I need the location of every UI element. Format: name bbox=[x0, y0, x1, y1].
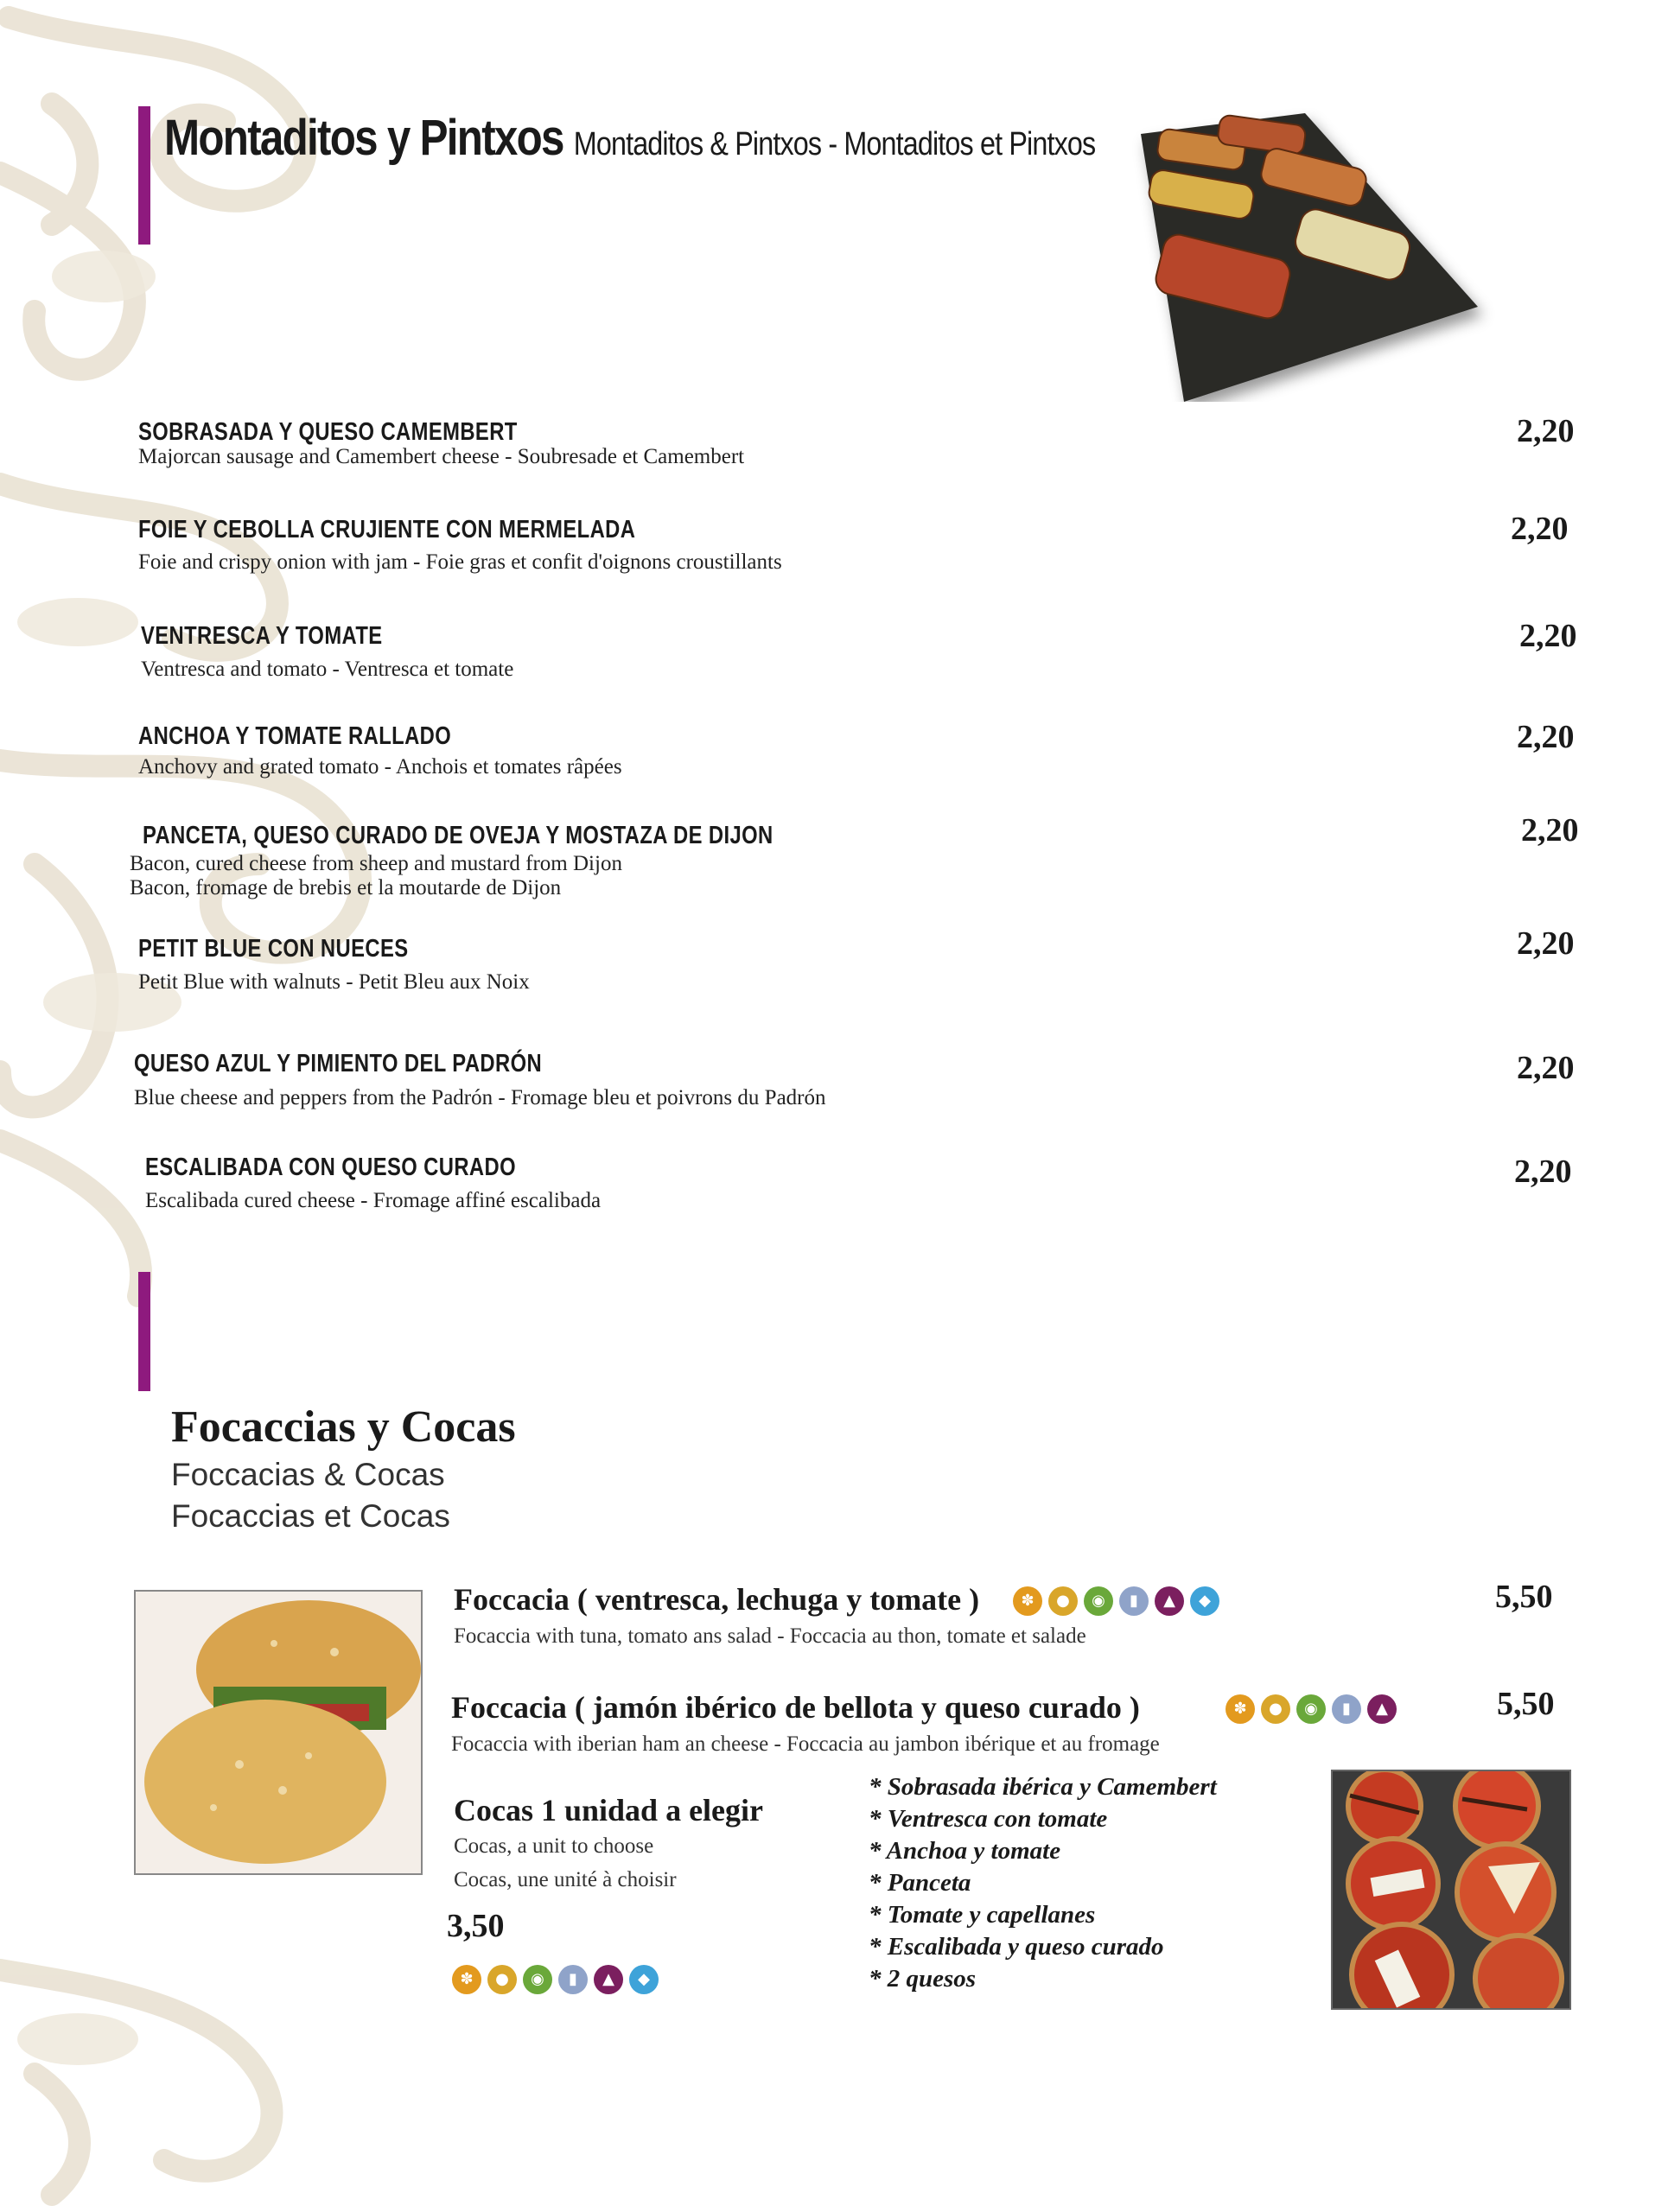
item-name: ANCHOA Y TOMATE RALLADO bbox=[138, 722, 452, 750]
item-description: Escalibada cured cheese - Fromage affiné escalibada bbox=[145, 1189, 602, 1212]
section-subtitle: Foccacias & Cocas bbox=[171, 1457, 445, 1492]
focaccia-photo bbox=[134, 1590, 423, 1875]
item-description: Bacon, fromage de brebis et la moutarde de Dijon bbox=[130, 876, 562, 899]
item-name: SOBRASADA Y QUESO CAMEMBERT bbox=[138, 418, 518, 446]
accent-bar bbox=[138, 1272, 150, 1391]
item-description: Petit Blue with walnuts - Petit Bleu aux Noix bbox=[138, 970, 530, 994]
cocas-option: * Tomate y capellanes bbox=[869, 1901, 1096, 1929]
soy-icon: ◉ bbox=[523, 1965, 552, 1994]
item-name: FOIE Y CEBOLLA CRUJIENTE CON MERMELADA bbox=[138, 516, 636, 543]
item-name: ESCALIBADA CON QUESO CURADO bbox=[145, 1154, 517, 1181]
item-description: Foie and crispy onion with jam - Foie gras et confit d'oignons croustillants bbox=[138, 550, 782, 574]
cocas-description: Cocas, une unité à choisir bbox=[454, 1868, 677, 1891]
egg-icon: ● bbox=[1261, 1694, 1290, 1724]
cocas-price: 3,50 bbox=[447, 1908, 505, 1944]
section-subtitle: Montaditos & Pintxos - Montaditos et Pintxos bbox=[573, 126, 1096, 162]
allergen-icons bbox=[1226, 1694, 1397, 1724]
item-description: Focaccia with tuna, tomato ans salad - Foccacia au thon, tomate et salade bbox=[454, 1624, 1086, 1648]
fish-icon: ◆ bbox=[629, 1965, 659, 1994]
item-description: Majorcan sausage and Camembert cheese - Soubresade et Camembert bbox=[138, 445, 745, 468]
mustard-icon: ▲ bbox=[1367, 1694, 1397, 1724]
item-name: VENTRESCA Y TOMATE bbox=[141, 622, 383, 650]
item-description: Anchovy and grated tomato - Anchois et tomates râpées bbox=[138, 755, 622, 779]
section-subtitle: Focaccias et Cocas bbox=[171, 1498, 450, 1534]
item-price: 2,20 bbox=[1514, 1154, 1572, 1190]
item-name: PANCETA, QUESO CURADO DE OVEJA Y MOSTAZA DE DIJON bbox=[143, 822, 774, 849]
cocas-option: * Anchoa y tomate bbox=[869, 1837, 1061, 1865]
cocas-title: Cocas 1 unidad a elegir bbox=[454, 1793, 764, 1827]
item-price: 2,20 bbox=[1521, 812, 1579, 849]
item-description: Blue cheese and peppers from the Padrón - Fromage bleu et poivrons du Padrón bbox=[134, 1086, 826, 1109]
mustard-icon: ▲ bbox=[1155, 1586, 1184, 1616]
item-price: 2,20 bbox=[1517, 925, 1575, 962]
soy-icon: ◉ bbox=[1084, 1586, 1113, 1616]
item-price: 2,20 bbox=[1511, 511, 1569, 547]
milk-icon: ▮ bbox=[1332, 1694, 1361, 1724]
egg-icon: ● bbox=[1048, 1586, 1078, 1616]
accent-bar bbox=[138, 106, 150, 245]
item-name: Foccacia ( ventresca, lechuga y tomate ) bbox=[454, 1582, 980, 1617]
item-price: 2,20 bbox=[1517, 719, 1575, 755]
item-description: Focaccia with iberian ham an cheese - Foccacia au jambon ibérique et au fromage bbox=[451, 1732, 1160, 1756]
allergen-icons bbox=[1013, 1586, 1219, 1616]
montaditos-photo bbox=[1132, 108, 1495, 402]
gluten-icon: ✽ bbox=[452, 1965, 481, 1994]
cocas-photo bbox=[1331, 1770, 1571, 2010]
item-price: 2,20 bbox=[1519, 618, 1577, 654]
item-price: 2,20 bbox=[1517, 413, 1575, 449]
section-title: Focaccias y Cocas bbox=[171, 1402, 516, 1452]
item-name: PETIT BLUE CON NUECES bbox=[138, 935, 409, 963]
item-name: QUESO AZUL Y PIMIENTO DEL PADRÓN bbox=[134, 1050, 543, 1077]
mustard-icon: ▲ bbox=[594, 1965, 623, 1994]
item-description: Bacon, cured cheese from sheep and mustard from Dijon bbox=[130, 852, 622, 875]
item-price: 5,50 bbox=[1495, 1579, 1553, 1615]
cocas-option: * Sobrasada ibérica y Camembert bbox=[869, 1773, 1217, 1801]
item-price: 5,50 bbox=[1497, 1686, 1555, 1722]
milk-icon: ▮ bbox=[558, 1965, 588, 1994]
cocas-option: * 2 quesos bbox=[869, 1965, 977, 1993]
item-description: Ventresca and tomato - Ventresca et tomate bbox=[141, 658, 514, 681]
milk-icon: ▮ bbox=[1119, 1586, 1149, 1616]
allergen-icons bbox=[452, 1965, 659, 1994]
fish-icon: ◆ bbox=[1190, 1586, 1219, 1616]
soy-icon: ◉ bbox=[1296, 1694, 1326, 1724]
cocas-option: * Panceta bbox=[869, 1869, 971, 1897]
gluten-icon: ✽ bbox=[1226, 1694, 1255, 1724]
cocas-options bbox=[869, 1771, 1217, 1995]
section-title: Montaditos y Pintxos Montaditos & Pintxos - Montaditos et Pintxos bbox=[164, 110, 1096, 166]
cocas-option: * Ventresca con tomate bbox=[869, 1805, 1108, 1833]
cocas-description: Cocas, a unit to choose bbox=[454, 1834, 654, 1858]
item-name: Foccacia ( jamón ibérico de bellota y queso curado ) bbox=[451, 1690, 1140, 1725]
item-price: 2,20 bbox=[1517, 1050, 1575, 1086]
cocas-option: * Escalibada y queso curado bbox=[869, 1933, 1164, 1961]
gluten-icon: ✽ bbox=[1013, 1586, 1042, 1616]
egg-icon: ● bbox=[487, 1965, 517, 1994]
